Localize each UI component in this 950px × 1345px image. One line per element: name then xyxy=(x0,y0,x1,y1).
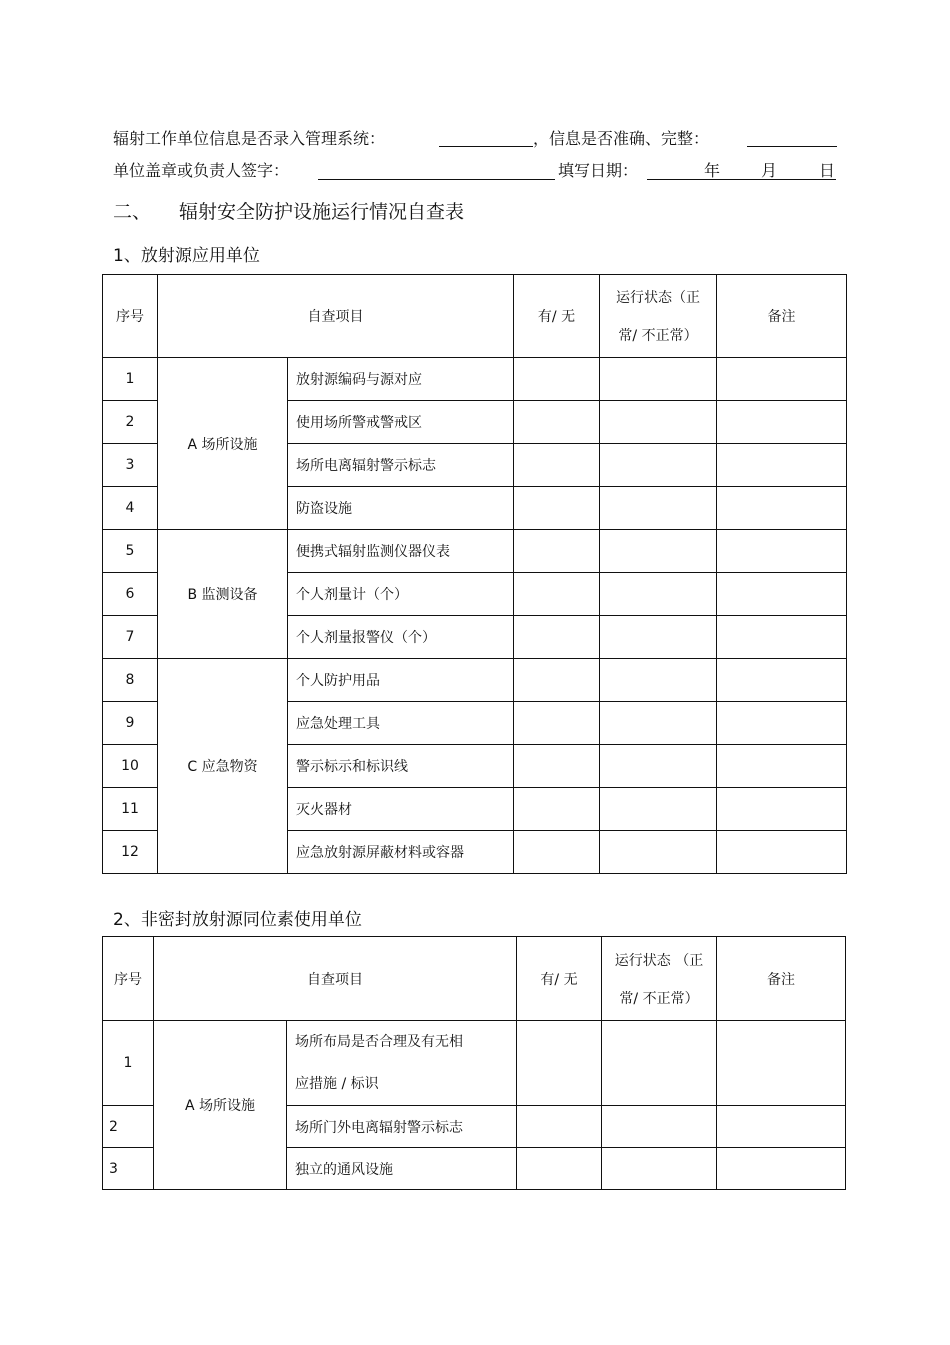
table1-header-status-line2: 常/ 不正常） xyxy=(618,328,698,344)
row-item: 个人剂量计（个） xyxy=(288,573,514,616)
fill-date-blank[interactable] xyxy=(647,179,836,180)
accuracy-blank[interactable] xyxy=(747,146,837,147)
date-year: 年 xyxy=(704,161,721,180)
row-item: 放射源编码与源对应 xyxy=(288,358,514,401)
section-title: 辐射安全防护设施运行情况自查表 xyxy=(179,201,465,223)
table2-header-seq: 序号 xyxy=(103,937,154,1021)
status-cell[interactable] xyxy=(600,616,717,659)
signature-blank[interactable] xyxy=(318,179,555,180)
table2-header-status-line1: 运行状态 （正 xyxy=(614,952,704,969)
row-item: 警示标示和标识线 xyxy=(288,745,514,788)
row-number: 9 xyxy=(103,702,158,745)
row-number: 10 xyxy=(103,745,158,788)
status-cell[interactable] xyxy=(600,358,717,401)
table-row xyxy=(103,1021,846,1106)
table1-caption: 1、放射源应用单位 xyxy=(113,246,260,266)
row-item: 独立的通风设施 xyxy=(287,1148,517,1190)
remark-cell[interactable] xyxy=(717,444,847,487)
row-item: 便携式辐射监测仪器仪表 xyxy=(288,530,514,573)
accuracy-label: ，信息是否准确、完整： xyxy=(533,129,710,148)
section-number: 二、 xyxy=(113,201,152,223)
status-cell[interactable] xyxy=(600,831,717,874)
remark-cell[interactable] xyxy=(717,1106,846,1148)
group-label-a: A 场所设施 xyxy=(158,358,288,530)
has-cell[interactable] xyxy=(517,1148,602,1190)
row-number: 2 xyxy=(103,401,158,444)
has-cell[interactable] xyxy=(514,358,600,401)
table2-caption: 2、非密封放射源同位素使用单位 xyxy=(113,910,362,930)
table1-header-has: 有/ 无 xyxy=(514,275,600,358)
row-number: 7 xyxy=(103,616,158,659)
row-item: 场所电离辐射警示标志 xyxy=(288,444,514,487)
remark-cell[interactable] xyxy=(717,401,847,444)
table2-header-has: 有/ 无 xyxy=(517,937,602,1021)
status-cell[interactable] xyxy=(600,401,717,444)
table1-header-seq: 序号 xyxy=(103,275,158,358)
status-cell[interactable] xyxy=(600,530,717,573)
remark-cell[interactable] xyxy=(717,1148,846,1190)
row-number: 3 xyxy=(103,1148,154,1190)
remark-cell[interactable] xyxy=(717,659,847,702)
group-label-b: B 监测设备 xyxy=(158,530,288,659)
has-cell[interactable] xyxy=(514,616,600,659)
row-item: 灭火器材 xyxy=(288,788,514,831)
remark-cell[interactable] xyxy=(717,616,847,659)
row-item: 应急放射源屏蔽材料或容器 xyxy=(288,831,514,874)
table1-header-item: 自查项目 xyxy=(158,275,514,358)
remark-cell[interactable] xyxy=(717,487,847,530)
row-number: 1 xyxy=(103,1021,154,1106)
row-number: 12 xyxy=(103,831,158,874)
table1 xyxy=(102,274,847,874)
row-number: 5 xyxy=(103,530,158,573)
table-row xyxy=(103,358,847,401)
remark-cell[interactable] xyxy=(717,702,847,745)
table1-header-row xyxy=(103,275,847,358)
remark-cell[interactable] xyxy=(717,788,847,831)
group-label-a: A 场所设施 xyxy=(154,1021,287,1190)
has-cell[interactable] xyxy=(514,659,600,702)
status-cell[interactable] xyxy=(600,487,717,530)
row-item: 场所门外电离辐射警示标志 xyxy=(287,1106,517,1148)
row-item xyxy=(287,1021,517,1106)
status-cell[interactable] xyxy=(602,1106,717,1148)
remark-cell[interactable] xyxy=(717,358,847,401)
remark-cell[interactable] xyxy=(717,745,847,788)
table-row xyxy=(103,530,847,573)
row-item-line1: 场所布局是否合理及有无相 xyxy=(295,1034,463,1050)
row-number: 4 xyxy=(103,487,158,530)
row-number: 2 xyxy=(103,1106,154,1148)
has-cell[interactable] xyxy=(517,1021,602,1106)
status-cell[interactable] xyxy=(600,444,717,487)
status-cell[interactable] xyxy=(600,573,717,616)
row-number: 3 xyxy=(103,444,158,487)
remark-cell[interactable] xyxy=(717,530,847,573)
table2-header-remark: 备注 xyxy=(717,937,846,1021)
group-label-c: C 应急物资 xyxy=(158,659,288,874)
table2-header-status-line2: 常/ 不正常） xyxy=(619,990,699,1007)
has-cell[interactable] xyxy=(514,444,600,487)
status-cell[interactable] xyxy=(600,702,717,745)
row-item-line2: 应措施 / 标识 xyxy=(295,1076,379,1092)
has-cell[interactable] xyxy=(514,487,600,530)
system-entry-label: 辐射工作单位信息是否录入管理系统： xyxy=(113,129,386,148)
has-cell[interactable] xyxy=(514,788,600,831)
table2-header-row xyxy=(103,937,846,1021)
table1-header-status xyxy=(600,275,717,358)
date-month: 月 xyxy=(761,161,778,180)
has-cell[interactable] xyxy=(514,831,600,874)
row-item: 使用场所警戒警戒区 xyxy=(288,401,514,444)
has-cell[interactable] xyxy=(514,745,600,788)
status-cell[interactable] xyxy=(602,1148,717,1190)
status-cell[interactable] xyxy=(602,1021,717,1106)
remark-cell[interactable] xyxy=(717,573,847,616)
row-number: 6 xyxy=(103,573,158,616)
date-day: 日 xyxy=(819,161,836,180)
status-cell[interactable] xyxy=(600,788,717,831)
has-cell[interactable] xyxy=(517,1106,602,1148)
row-number: 8 xyxy=(103,659,158,702)
table1-header-status-line1: 运行状态（正 xyxy=(616,290,700,306)
row-item: 防盗设施 xyxy=(288,487,514,530)
table-row xyxy=(103,659,847,702)
row-item: 个人剂量报警仪（个） xyxy=(288,616,514,659)
has-cell[interactable] xyxy=(514,401,600,444)
table2 xyxy=(102,936,846,1190)
has-cell[interactable] xyxy=(514,573,600,616)
has-cell[interactable] xyxy=(514,530,600,573)
fill-date-label: 填写日期： xyxy=(558,161,639,180)
row-number: 1 xyxy=(103,358,158,401)
table1-header-remark: 备注 xyxy=(717,275,847,358)
system-entry-blank[interactable] xyxy=(439,146,533,147)
row-number: 11 xyxy=(103,788,158,831)
remark-cell[interactable] xyxy=(717,831,847,874)
signature-label: 单位盖章或负责人签字： xyxy=(113,161,290,180)
status-cell[interactable] xyxy=(600,659,717,702)
has-cell[interactable] xyxy=(514,702,600,745)
remark-cell[interactable] xyxy=(717,1021,846,1106)
row-item: 应急处理工具 xyxy=(288,702,514,745)
row-item: 个人防护用品 xyxy=(288,659,514,702)
table2-header-item: 自查项目 xyxy=(154,937,517,1021)
table2-header-status xyxy=(602,937,717,1021)
status-cell[interactable] xyxy=(600,745,717,788)
